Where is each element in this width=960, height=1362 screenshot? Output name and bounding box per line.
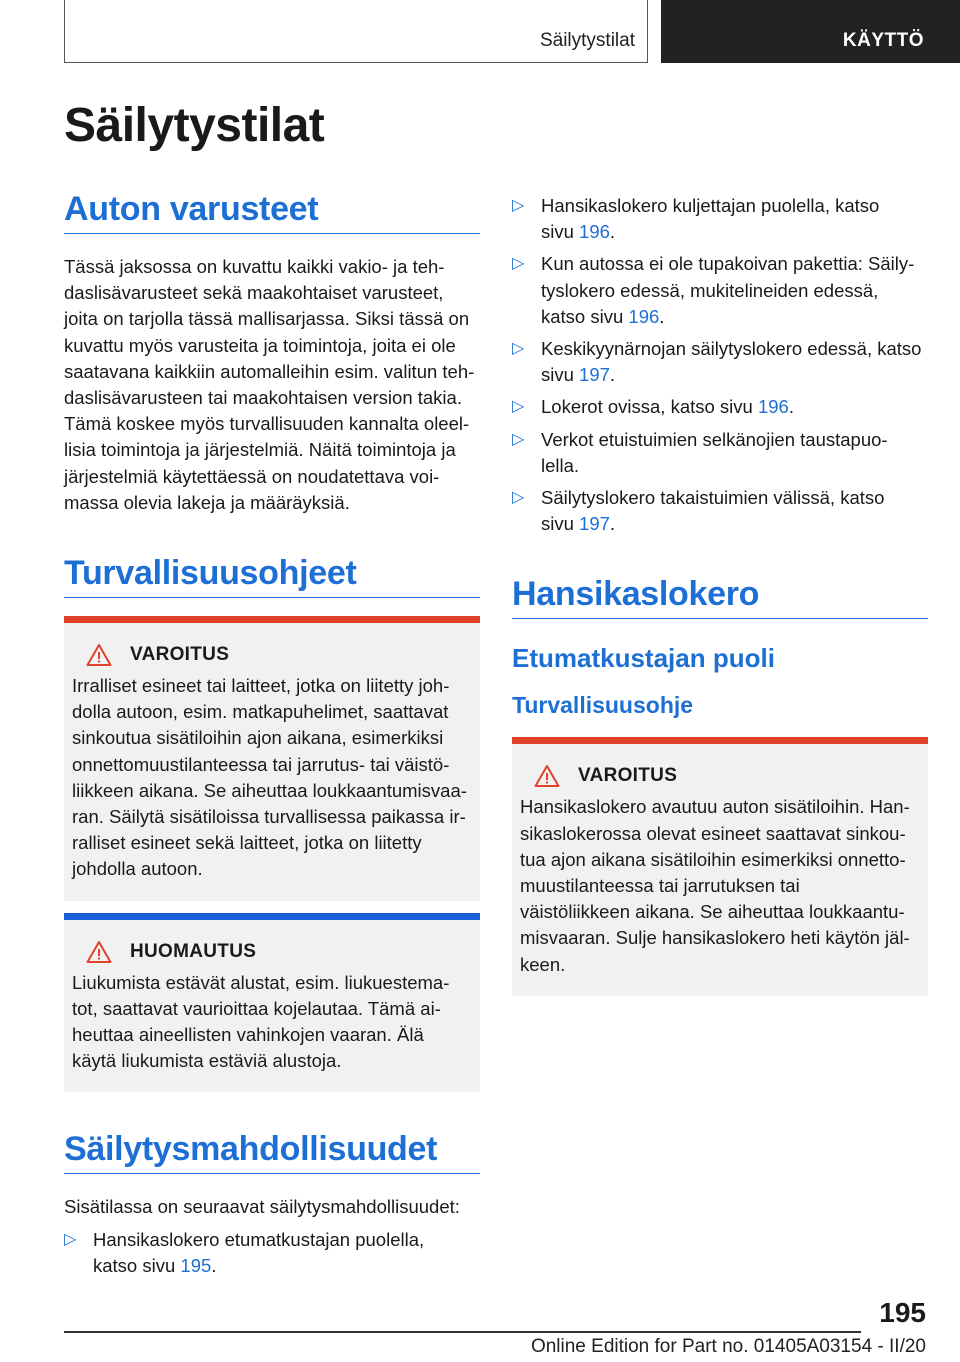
warning-triangle-icon [86, 643, 112, 667]
page-title: Säilytystilat [64, 99, 325, 152]
footer-edition: Online Edition for Part no. 01405A03154 - II/20 [530, 1336, 926, 1357]
warning-text [72, 673, 472, 883]
text-line: . [609, 513, 616, 535]
text-line: johdolla autoon. [72, 858, 203, 880]
text-line: sivu [541, 221, 580, 243]
header-chapter-label: KÄYTTÖ [842, 30, 924, 51]
bullet-triangle-icon: ▷ [512, 430, 525, 448]
text-line: massa olevia lakeja ja määräyksiä. [64, 491, 350, 513]
text-line: Lokerot ovissa, katso sivu [541, 396, 758, 418]
text-line: Tämä koskee myös turvallisuuden kannalta oleel- [64, 413, 470, 435]
section-heading-auton-varusteet: Auton varusteet [64, 190, 480, 234]
text-line: daslisävarusteet sekä maakohtaiset varusteet, [64, 282, 444, 304]
warning-box [64, 616, 480, 901]
text-line: joita on tarjolla tässä mallisarjassa. Siksi tässä on [64, 308, 470, 330]
auton-varusteet-paragraph [64, 254, 480, 516]
text-line: sivu [541, 513, 580, 535]
list-item [64, 1227, 480, 1279]
storage-list-left [64, 1227, 480, 1279]
text-line: misvaaran. Sulje hansikaslokero heti käytön jäl- [520, 927, 910, 949]
section-heading-hansikaslokero: Hansikaslokero [512, 575, 928, 619]
text-line: Säilytyslokero takaistuimien välissä, katso [541, 487, 885, 509]
notice-text [72, 970, 472, 1075]
text-line: sinkoutua sisätiloihin ajon aikana, esimerkiksi [72, 727, 444, 749]
list-item [512, 485, 928, 537]
subheading-turvallisuusohje: Turvallisuusohje [512, 692, 694, 719]
page-link[interactable]: 195 [180, 1254, 212, 1276]
warning-text [520, 794, 920, 977]
text-line: käytä liukumista estäviä alustoja. [72, 1050, 342, 1072]
warning-triangle-icon [534, 764, 560, 788]
text-line: Keskikyynärnojan säilytyslokero edessä, katso [541, 338, 922, 360]
bullet-triangle-icon: ▷ [512, 340, 525, 358]
warning-title: VAROITUS [578, 765, 678, 787]
text-line: katso sivu [93, 1254, 181, 1276]
text-line: . [211, 1254, 217, 1276]
text-line: Hansikaslokero kuljettajan puolella, katso [541, 195, 880, 216]
text-line: Verkot etuistuimien selkänojien taustapuo- [541, 428, 888, 450]
text-line: onnettomuustilanteessa tai jarrutus- tai väistö- [72, 753, 450, 775]
text-line: tot, saattavat vaurioittaa kojelautaa. Tämä ai- [72, 997, 441, 1019]
page-link[interactable]: 196 [579, 221, 610, 243]
text-line: liikkeen aikana. Se aiheuttaa loukkaantumisvaa- [72, 779, 467, 801]
text-line: . [609, 364, 616, 386]
page-link[interactable]: 197 [579, 513, 610, 535]
text-line: kuvattu myös varusteita ja toimintoja, joita ei ole [64, 334, 456, 356]
text-line: tyslokero edessä, mukitelineiden edessä, [541, 279, 879, 301]
text-line: väistöliikkeen aikana. Se aiheuttaa loukkaantu- [520, 901, 905, 923]
page-link[interactable]: 196 [757, 396, 789, 418]
sailytysmahdollisuudet-intro: Sisätilassa on seuraavat säilytysmahdollisuudet: [64, 1196, 460, 1218]
text-line: tua ajon aikana sisätiloihin esimerkiksi onnetto- [520, 848, 906, 870]
section-heading-turvallisuusohjeet: Turvallisuusohjeet [64, 554, 480, 598]
text-line: keen. [520, 953, 566, 975]
page-link[interactable]: 196 [628, 305, 660, 327]
bullet-triangle-icon: ▷ [512, 489, 525, 507]
header-chapter-tab [661, 0, 960, 63]
header-section-box [64, 0, 648, 63]
section-heading-sailytysmahdollisuudet: Säilytysmahdollisuudet [64, 1130, 480, 1174]
left-column [64, 190, 480, 1279]
bullet-triangle-icon: ▷ [512, 197, 525, 214]
text-line: ralliset esineet sekä laitteet, jotka on liitetty [72, 832, 422, 854]
bullet-triangle-icon: ▷ [64, 1230, 77, 1248]
text-line: sikaslokerossa olevat esineet saattavat sinkou- [520, 822, 906, 844]
warning-triangle-icon [86, 940, 112, 964]
text-line: lella. [541, 454, 580, 476]
text-line: Tässä jaksossa on kuvattu kaikki vakio- ja teh- [64, 256, 445, 277]
text-line: sivu [541, 364, 580, 386]
text-line: . [659, 305, 665, 327]
page-number: 195 [879, 1297, 926, 1328]
text-line: muustilanteessa tai jarrutuksen tai [520, 875, 800, 897]
page-link[interactable]: 197 [579, 364, 610, 386]
text-line: Kun autossa ei ole tupakoivan pakettia: Säily- [541, 253, 915, 275]
storage-list-right [512, 193, 928, 537]
text-line: katso sivu [541, 305, 629, 327]
footer-divider [64, 1331, 861, 1333]
text-line: ran. Säilytä sisätiloissa turvallisessa paikassa ir- [72, 806, 466, 828]
text-line: . [609, 221, 616, 243]
list-item [512, 193, 928, 245]
list-item [512, 251, 928, 330]
list-item [512, 336, 928, 388]
notice-title: HUOMAUTUS [130, 940, 257, 962]
subheading-etumatkustajan-puoli: Etumatkustajan puoli [512, 643, 775, 674]
header-section-title: Säilytystilat [539, 30, 635, 51]
right-column [512, 193, 928, 996]
list-item [512, 427, 928, 479]
text-line: Irralliset esineet tai laitteet, jotka on liitetty joh- [72, 675, 450, 697]
text-line: Liukumista estävät alustat, esim. liukuestema- [72, 971, 450, 993]
text-line: heuttaa aineellisten vahinkojen vaaran. Älä [72, 1024, 424, 1046]
notice-box [64, 913, 480, 1093]
bullet-triangle-icon: ▷ [512, 398, 525, 416]
text-line: järjestelmiä käytettäessä on noudatettava voi- [64, 465, 440, 487]
warning-box [512, 737, 928, 995]
bullet-triangle-icon: ▷ [512, 255, 525, 273]
warning-title: VAROITUS [130, 644, 230, 666]
text-line: saatavana kaikkiin automalleihin esim. valitun teh- [64, 360, 475, 382]
list-item [512, 394, 928, 420]
text-line: daslisävarusteen tai maakohtaisen version takia. [64, 387, 462, 409]
text-line: Hansikaslokero etumatkustajan puolella, [93, 1228, 425, 1250]
text-line: . [788, 396, 794, 418]
text-line: dolla autoon, esim. matkapuhelimet, saattavat [72, 701, 449, 723]
text-line: Hansikaslokero avautuu auton sisätiloihin. Han- [520, 796, 910, 818]
text-line: lisia toimintoja ja järjestelmiä. Näitä toimintoja ja [64, 439, 456, 461]
